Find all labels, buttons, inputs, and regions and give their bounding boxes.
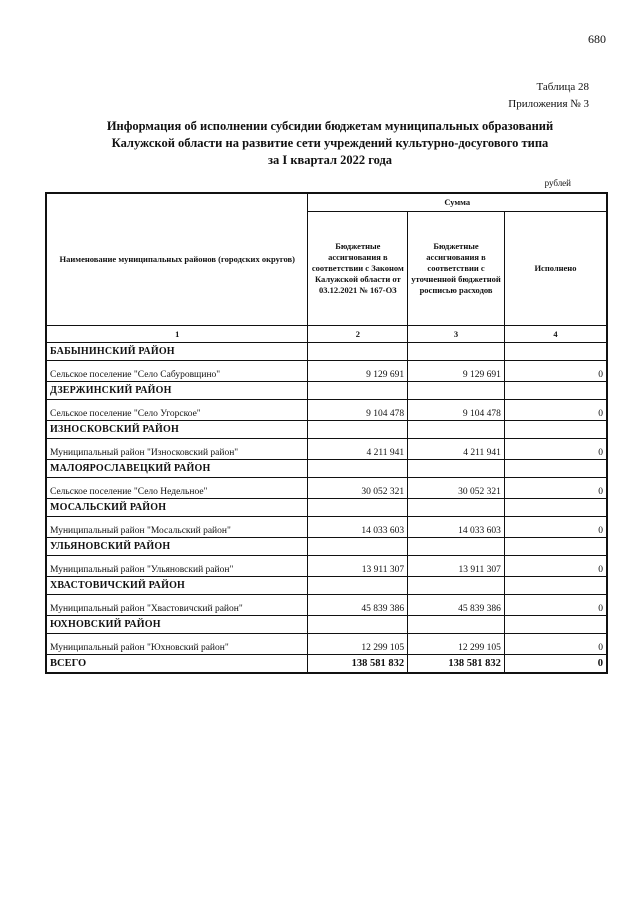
law-allocation: 45 839 386 — [308, 595, 408, 616]
plan-allocation: 12 299 105 — [408, 634, 505, 655]
municipality-name: Муниципальный район "Ульяновский район" — [46, 556, 308, 577]
column-number: 3 — [408, 326, 505, 343]
empty-cell — [504, 499, 607, 517]
district-name: ДЗЕРЖИНСКИЙ РАЙОН — [46, 382, 308, 400]
empty-cell — [504, 616, 607, 634]
empty-cell — [308, 538, 408, 556]
appendix-number: Приложения № 3 — [508, 98, 589, 110]
empty-cell — [308, 382, 408, 400]
column-number: 4 — [504, 326, 607, 343]
empty-cell — [408, 616, 505, 634]
page-number: 680 — [588, 32, 606, 46]
header-executed: Исполнено — [504, 212, 607, 326]
total-label: ВСЕГО — [46, 655, 308, 674]
executed-amount: 0 — [504, 595, 607, 616]
executed-amount: 0 — [504, 400, 607, 421]
municipality-name: Сельское поселение "Село Угорское" — [46, 400, 308, 421]
table-reference — [508, 79, 589, 113]
municipality-name: Муниципальный район "Юхновский район" — [46, 634, 308, 655]
plan-allocation: 9 104 478 — [408, 400, 505, 421]
empty-cell — [408, 577, 505, 595]
district-name: БАБЫНИНСКИЙ РАЙОН — [46, 343, 308, 361]
plan-allocation: 14 033 603 — [408, 517, 505, 538]
municipality-name: Муниципальный район "Хвастовичский район" — [46, 595, 308, 616]
empty-cell — [308, 616, 408, 634]
municipality-row — [46, 439, 607, 460]
empty-cell — [308, 499, 408, 517]
law-allocation: 30 052 321 — [308, 478, 408, 499]
municipality-row — [46, 634, 607, 655]
law-allocation: 4 211 941 — [308, 439, 408, 460]
title-line-3: за I квартал 2022 года — [267, 153, 393, 167]
header-sum: Сумма — [308, 193, 607, 212]
plan-allocation: 4 211 941 — [408, 439, 505, 460]
empty-cell — [408, 343, 505, 361]
empty-cell — [308, 577, 408, 595]
empty-cell — [504, 421, 607, 439]
header-plan-allocation: Бюджетные ассигнования в соответствии с уточненной бюджетной росписью расходов — [408, 212, 505, 326]
header-law-allocation: Бюджетные ассигнования в соответствии с Законом Калужской области от 03.12.2021 № 167-ОЗ — [308, 212, 408, 326]
table-number: Таблица 28 — [536, 81, 589, 93]
table-body — [46, 343, 607, 655]
empty-cell — [408, 499, 505, 517]
column-numbers-row — [46, 326, 607, 343]
empty-cell — [308, 421, 408, 439]
executed-amount: 0 — [504, 478, 607, 499]
law-allocation: 9 104 478 — [308, 400, 408, 421]
executed-amount: 0 — [504, 634, 607, 655]
municipality-name: Муниципальный район "Износковский район" — [46, 439, 308, 460]
municipality-row — [46, 478, 607, 499]
district-row — [46, 499, 607, 517]
municipality-name: Сельское поселение "Село Сабуровщино" — [46, 361, 308, 382]
district-row — [46, 460, 607, 478]
total-plan-allocation: 138 581 832 — [408, 655, 505, 674]
column-number: 2 — [308, 326, 408, 343]
municipality-row — [46, 400, 607, 421]
district-row — [46, 538, 607, 556]
title-line-2: Калужской области на развитие сети учреждений культурно-досугового типа — [111, 136, 549, 150]
title-line-1: Информация об исполнении субсидии бюджетам муниципальных образований — [106, 119, 554, 133]
empty-cell — [408, 538, 505, 556]
municipality-row — [46, 517, 607, 538]
empty-cell — [504, 460, 607, 478]
district-name: ХВАСТОВИЧСКИЙ РАЙОН — [46, 577, 308, 595]
district-name: МАЛОЯРОСЛАВЕЦКИЙ РАЙОН — [46, 460, 308, 478]
executed-amount: 0 — [504, 517, 607, 538]
district-row — [46, 382, 607, 400]
executed-amount: 0 — [504, 439, 607, 460]
empty-cell — [308, 460, 408, 478]
plan-allocation: 45 839 386 — [408, 595, 505, 616]
header-name: Наименование муниципальных районов (городских округов) — [46, 193, 308, 326]
empty-cell — [408, 460, 505, 478]
total-row — [46, 655, 607, 674]
law-allocation: 14 033 603 — [308, 517, 408, 538]
plan-allocation: 9 129 691 — [408, 361, 505, 382]
empty-cell — [504, 577, 607, 595]
total-law-allocation: 138 581 832 — [308, 655, 408, 674]
total-executed: 0 — [504, 655, 607, 674]
subsidy-table — [45, 192, 608, 674]
district-name: МОСАЛЬСКИЙ РАЙОН — [46, 499, 308, 517]
district-row — [46, 343, 607, 361]
empty-cell — [504, 538, 607, 556]
law-allocation: 12 299 105 — [308, 634, 408, 655]
municipality-name: Муниципальный район "Мосальский район" — [46, 517, 308, 538]
municipality-name: Сельское поселение "Село Недельное" — [46, 478, 308, 499]
district-row — [46, 577, 607, 595]
executed-amount: 0 — [504, 556, 607, 577]
district-name: ЮХНОВСКИЙ РАЙОН — [46, 616, 308, 634]
law-allocation: 9 129 691 — [308, 361, 408, 382]
plan-allocation: 30 052 321 — [408, 478, 505, 499]
units-label: рублей — [544, 178, 571, 188]
district-name: ИЗНОСКОВСКИЙ РАЙОН — [46, 421, 308, 439]
district-row — [46, 421, 607, 439]
municipality-row — [46, 595, 607, 616]
municipality-row — [46, 361, 607, 382]
column-number: 1 — [46, 326, 308, 343]
empty-cell — [308, 343, 408, 361]
empty-cell — [408, 421, 505, 439]
district-row — [46, 616, 607, 634]
executed-amount: 0 — [504, 361, 607, 382]
plan-allocation: 13 911 307 — [408, 556, 505, 577]
empty-cell — [408, 382, 505, 400]
municipality-row — [46, 556, 607, 577]
empty-cell — [504, 382, 607, 400]
district-name: УЛЬЯНОВСКИЙ РАЙОН — [46, 538, 308, 556]
empty-cell — [504, 343, 607, 361]
law-allocation: 13 911 307 — [308, 556, 408, 577]
document-title — [40, 118, 620, 169]
